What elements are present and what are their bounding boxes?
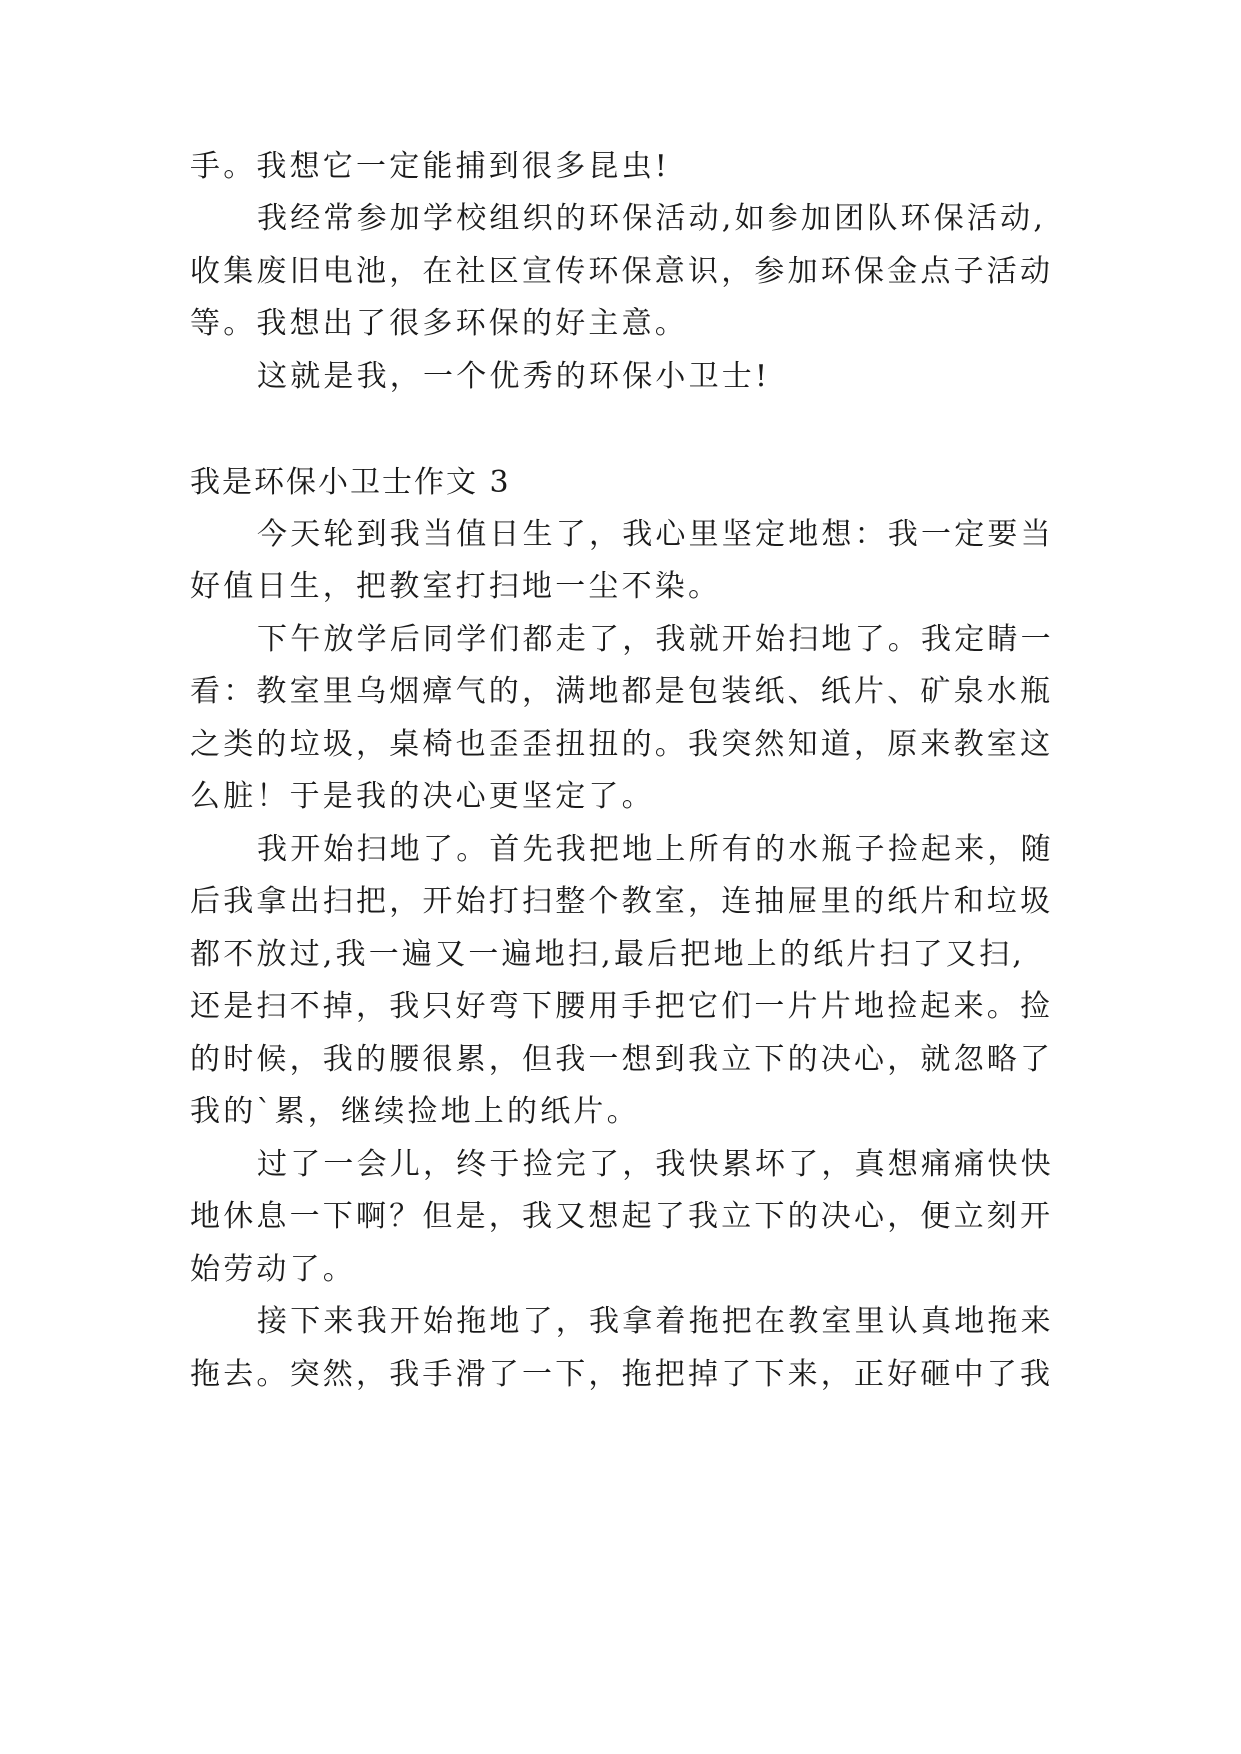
text-line: 么脏！于是我的决心更坚定了。 — [190, 779, 655, 814]
text-line: 手。我想它一定能捕到很多昆虫! — [190, 149, 671, 184]
essay-heading: 我是环保小卫士作文 3 — [190, 465, 511, 500]
text-line: 之类的垃圾，桌椅也歪歪扭扭的。我突然知道，原来教室这 — [190, 727, 1054, 762]
text-line: 今天轮到我当值日生了，我心里坚定地想：我一定要当 — [257, 517, 1054, 552]
text-line: 看：教室里乌烟瘴气的，满地都是包装纸、纸片、矿泉水瓶 — [190, 674, 1054, 709]
text-line: 这就是我，一个优秀的环保小卫士! — [257, 359, 771, 394]
text-line: 始劳动了。 — [190, 1252, 356, 1287]
text-line: 拖去。突然，我手滑了一下，拖把掉了下来，正好砸中了我 — [190, 1357, 1054, 1392]
text-line: 过了一会儿，终于捡完了，我快累坏了，真想痛痛快快 — [257, 1147, 1054, 1182]
text-line: 我开始扫地了。首先我把地上所有的水瓶子捡起来，随 — [257, 832, 1054, 867]
text-line: 的时候，我的腰很累，但我一想到我立下的决心，就忽略了 — [190, 1042, 1054, 1077]
text-line: 好值日生，把教室打扫地一尘不染。 — [190, 569, 722, 604]
text-line: 收集废旧电池，在社区宣传环保意识，参加环保金点子活动 — [190, 254, 1054, 289]
text-line: 我的`累，继续捡地上的纸片。 — [190, 1094, 640, 1129]
text-line: 接下来我开始拖地了，我拿着拖把在教室里认真地拖来 — [257, 1304, 1054, 1339]
text-line: 地休息一下啊？但是，我又想起了我立下的决心，便立刻开 — [190, 1199, 1054, 1234]
text-line: 下午放学后同学们都走了，我就开始扫地了。我定睛一 — [257, 622, 1054, 657]
text-line: 都不放过,我一遍又一遍地扫,最后把地上的纸片扫了又扫, — [190, 937, 1026, 972]
text-line: 后我拿出扫把，开始打扫整个教室，连抽屉里的纸片和垃圾 — [190, 884, 1054, 919]
text-line: 等。我想出了很多环保的好主意。 — [190, 306, 688, 341]
text-line: 我经常参加学校组织的环保活动,如参加团队环保活动, — [257, 201, 1047, 236]
text-line: 还是扫不掉，我只好弯下腰用手把它们一片片地捡起来。捡 — [190, 989, 1054, 1024]
